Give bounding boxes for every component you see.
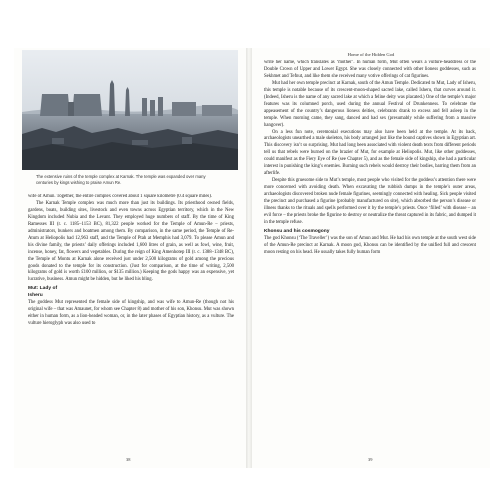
paragraph: wife of Amun. Together, the entire complex covered about 1 square kilometre (0.4 square miles). [28, 194, 213, 199]
section-heading: Mut: Lady of [28, 286, 58, 292]
section-heading-line-2: Isheru [28, 293, 43, 299]
page-number: 39 [368, 457, 373, 462]
paragraph: The Karnak Temple complex was much more than just its buildings. Its priesthood owned fields, gardens, boats, building sites, livestock and even towns across Egyptian territory, which in the New Kingdom included Nubia and the Levant. They employed huge numbers of staff. By the time of King Ramesses III (r. c. 1185–1153 BC), 81,322 people worked for the Temple of Amun-Re – priests, administrators, bunkers and boatmen among them. By comparison, in the same period, the Temple of Re-Atum at Heliopolis had 12,963 staff, and the Temple of Ptah at Memphis had 3,079. To please Amun and his divine family, the priests’ daily offerings included 1,600 litres of grain, as well as fowl, wine, fruit, incense, honey, fat, flowers and vegetables. During the reign of King Amenhotep III (r. c. 1388–1348 BC), the Temple of Montu at Karnak alone received just under 2,500 kilograms of gold among the precious goods donated to the temple for its construction. (Just for comparison, at the time of writing, 2,500 kilograms of gold is worth £100 million, or $135 million.) Keeping the gods happy was an expensive, yet lucrative, business. Amun might be hidden, but he liked his bling. [28, 200, 234, 283]
paragraph: The god Khonsu (‘The Traveller’) was the son of Amun and Mut. He had his own temple at the south west side of the Amun-Re precinct at Karnak. A moon god, Khonsu can be identified by the unified full and crescent moon resting on his head. He usually takes fully human form [264, 235, 476, 255]
right-text-column [264, 60, 476, 458]
running-head: Home of the Hidden God [347, 52, 395, 57]
paragraph: Despite this gruesome side to Mut’s temple, most people who visited for the goddess’s attention there were more concerned with avoiding death. When excavating the rubbish dumps in the temple’s outer areas, archaeologists discovered broken nude female figurines, seemingly connected with healing. Sick people visited the precinct and purchased a figurine (probably manufactured on site), which absorbed the person’s disease or illness thanks to the rituals and spells performed over it by the temple’s priests. Once ‘filled’ with disease – an evil force – the priests broke the figurine to destroy or neutralize the threat captured in its fabric, and dumped it in the temple refuse. [264, 178, 476, 225]
section-heading: Khonsu and his cosmogony [264, 228, 330, 234]
right-page [252, 48, 490, 468]
page-number: 38 [126, 457, 131, 462]
paragraph: On a less fun note, ceremonial executions may also have been held at the temple. At its back, archaeologists unearthed a male skeleton, his body arranged just like the bound captives shown in Egyptian art. This discovery isn’t so surprising. Mut had long been associated with violent death texts from different periods tell us that rebels were burned on the brazier of Mut, for example at Heliopolis. Mut, like other goddesses, could manifest as the Fiery Eye of Re (see Chapter 5), and as the female side of kingship, she had a particular interest in punishing the king’s enemies. Burning such rebels would destroy their bodies, barring them from an afterlife. [264, 129, 476, 177]
photo-caption: The extensive ruins of the temple complex at Karnak. The temple was expanded over many centuries by kings wishing to praise Amun Re. [36, 174, 206, 185]
left-page [14, 48, 246, 468]
paragraph: The goddess Mut represented the female side of kingship, and was wife to Amun-Re (though not his original wife – that was Amaunet, for whom see Chapter 8) and mother of his son, Khonsu. Mut was shown either in human form, as a lion-headed woman, or, in the later phases of Egyptian history, as a vulture. The vulture hieroglyph was also used to [28, 299, 234, 326]
karnak-ruins-photo [22, 50, 238, 170]
left-text-column [28, 194, 234, 456]
paragraph: write her name, which translates as ‘mother’. In human form, Mut often wears a vulture-headdress or the Double Crown of Upper and Lower Egypt. She was closely connected with other lioness goddesses, such as Sekhmet and Tefnut, and like them she received many votive offerings of cat figurines. [264, 60, 476, 79]
paragraph: Mut had her own temple precinct at Karnak, south of the Amun Temple. Dedicated to Mut, Lady of Isheru, this temple is notable because of its crescent-moon-shaped sacred lake, called Isheru, that curves around it. (Indeed, Isheru is the name of any sacred lake at which a feline deity was placated.) One of the temple’s major features was its columned porch, used during the annual Festival of Drunkenness. To celebrate the appeasement of the country’s dangerous lioness deities, celebrants drank to excess and fell asleep in the temple. When morning came, they sang, danced and had sex (presumably while suffering from a massive hangover). [264, 80, 476, 128]
